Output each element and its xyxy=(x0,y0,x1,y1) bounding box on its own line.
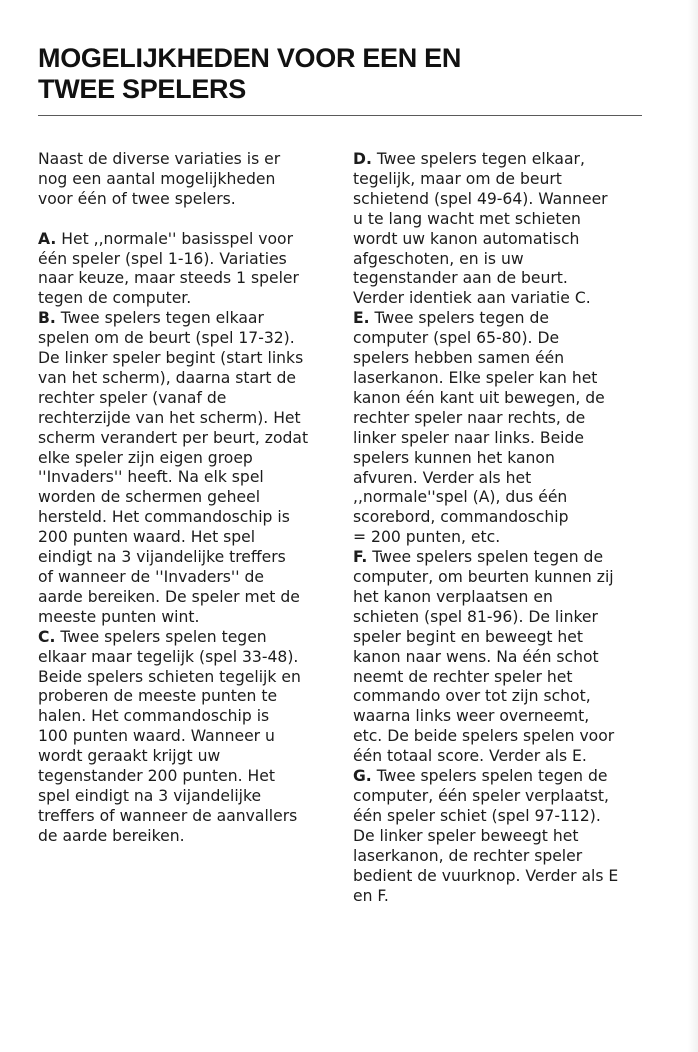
text-line: ,,normale''spel (A), dus één xyxy=(353,488,568,507)
text-line: ''Invaders'' heeft. Na elk spel xyxy=(38,468,264,487)
variation-text: Twee spelers tegen de xyxy=(369,309,549,328)
variation-letter: C. xyxy=(38,627,56,646)
text-line: neemt de rechter speler het xyxy=(353,667,573,686)
text-line: spelers hebben samen één xyxy=(353,349,565,368)
page-title-line-2: TWEE SPELERS xyxy=(38,74,246,104)
text-line: commando over tot zijn schot, xyxy=(353,687,591,706)
text-line: computer (spel 65-80). De xyxy=(353,329,560,348)
text-line: spelers kunnen het kanon xyxy=(353,448,555,467)
text-line: één speler schiet (spel 97-112). xyxy=(353,806,601,825)
left-text-column xyxy=(38,150,338,847)
text-line: 200 punten waard. Het spel xyxy=(38,528,256,547)
right-text-column xyxy=(353,150,649,906)
text-line xyxy=(38,309,338,329)
text-line: meeste punten wint. xyxy=(38,607,200,626)
text-paragraph xyxy=(38,150,338,210)
text-line: naar keuze, maar steeds 1 speler xyxy=(38,269,299,288)
text-paragraph xyxy=(38,309,338,628)
variation-letter: D. xyxy=(353,150,372,168)
text-line xyxy=(353,309,649,329)
text-line: rechter speler (vanaf de xyxy=(38,388,227,407)
variation-text: Twee spelers tegen elkaar xyxy=(55,309,264,328)
text-line: één totaal score. Verder als E. xyxy=(353,747,587,766)
text-line: schieten (spel 81-96). De linker xyxy=(353,607,598,626)
text-line: spelen om de beurt (spel 17-32). xyxy=(38,329,295,348)
text-line: elkaar maar tegelijk (spel 33-48). xyxy=(38,647,299,666)
text-line xyxy=(38,628,338,648)
text-line: elke speler zijn eigen groep xyxy=(38,448,253,467)
text-line: halen. Het commandoschip is xyxy=(38,707,270,726)
text-line: De linker speler begint (start links xyxy=(38,349,304,368)
text-line: wordt uw kanon automatisch xyxy=(353,229,580,248)
text-line xyxy=(38,230,338,250)
text-line: aarde bereiken. De speler met de xyxy=(38,587,300,606)
text-line: tegenstander aan de beurt. xyxy=(353,269,568,288)
text-line: treffers of wanneer de aanvallers xyxy=(38,806,298,825)
variation-letter: E. xyxy=(353,309,370,328)
text-line: computer, één speler verplaatst, xyxy=(353,787,609,805)
text-line: u te lang wacht met schieten xyxy=(353,209,581,228)
paragraph-gap xyxy=(38,210,338,230)
text-line: afgeschoten, en is uw xyxy=(353,249,524,268)
variation-text: Twee spelers spelen tegen de xyxy=(367,548,604,567)
text-line: voor één of twee spelers. xyxy=(38,189,236,208)
text-line: nog een aantal mogelijkheden xyxy=(38,169,276,188)
text-line: eindigt na 3 vijandelijke treffers xyxy=(38,548,286,567)
variation-text: Twee spelers spelen tegen de xyxy=(371,767,608,786)
text-line: afvuren. Verder als het xyxy=(353,468,532,487)
text-paragraph xyxy=(353,309,649,548)
text-line: 100 punten waard. Wanneer u xyxy=(38,727,275,746)
text-paragraph xyxy=(38,230,338,310)
text-line: tegenstander 200 punten. Het xyxy=(38,767,275,786)
variation-text: Twee spelers tegen elkaar, xyxy=(371,150,585,168)
text-line: hersteld. Het commandoschip is xyxy=(38,508,290,527)
page-edge xyxy=(688,0,698,1052)
text-line: één speler (spel 1-16). Variaties xyxy=(38,249,287,268)
title-divider xyxy=(38,115,642,116)
text-line: waarna links weer overneemt, xyxy=(353,707,590,726)
text-line: rechter speler naar rechts, de xyxy=(353,408,586,427)
text-line: spel eindigt na 3 vijandelijke xyxy=(38,786,262,805)
text-line: de aarde bereiken. xyxy=(38,826,185,845)
variation-text: Twee spelers spelen tegen xyxy=(55,627,267,646)
text-paragraph xyxy=(38,628,338,847)
page-title-line-1: MOGELIJKHEDEN VOOR EEN EN xyxy=(38,43,462,73)
text-line xyxy=(353,767,649,787)
variation-letter: B. xyxy=(38,309,56,328)
text-line: proberen de meeste punten te xyxy=(38,687,278,706)
text-line: kanon één kant uit bewegen, de xyxy=(353,388,605,407)
page-title xyxy=(38,43,638,105)
text-line: laserkanon, de rechter speler xyxy=(353,846,583,865)
text-line xyxy=(353,150,649,170)
text-line: het kanon verplaatsen en xyxy=(353,587,553,606)
text-line: bedient de vuurknop. Verder als E xyxy=(353,866,619,885)
text-line xyxy=(353,548,649,568)
text-paragraph xyxy=(353,548,649,767)
text-line: computer, om beurten kunnen zij xyxy=(353,568,614,587)
text-line: van het scherm), daarna start de xyxy=(38,368,296,387)
text-line: kanon naar wens. Na één schot xyxy=(353,647,599,666)
text-line: Beide spelers schieten tegelijk en xyxy=(38,667,301,686)
text-line: scorebord, commandoschip xyxy=(353,508,569,527)
text-line: scherm verandert per beurt, zodat xyxy=(38,428,309,447)
text-line: = 200 punten, etc. xyxy=(353,528,501,547)
text-line: worden de schermen geheel xyxy=(38,488,261,507)
text-line: Verder identiek aan variatie C. xyxy=(353,289,591,308)
variation-letter: A. xyxy=(38,229,57,248)
text-paragraph xyxy=(353,150,649,309)
text-line: laserkanon. Elke speler kan het xyxy=(353,368,598,387)
variation-letter: F. xyxy=(353,548,368,567)
text-line: speler begint en beweegt het xyxy=(353,627,584,646)
text-line: of wanneer de ''Invaders'' de xyxy=(38,568,264,587)
text-line: en F. xyxy=(353,886,389,905)
text-line: Naast de diverse variaties is er xyxy=(38,150,281,168)
text-line: linker speler naar links. Beide xyxy=(353,428,584,447)
text-paragraph xyxy=(353,767,649,906)
text-line: tegelijk, maar om de beurt xyxy=(353,169,562,188)
text-line: etc. De beide spelers spelen voor xyxy=(353,727,615,746)
variation-letter: G. xyxy=(353,767,372,786)
text-line: schietend (spel 49-64). Wanneer xyxy=(353,189,608,208)
text-line: wordt geraakt krijgt uw xyxy=(38,747,221,766)
text-line: rechterzijde van het scherm). Het xyxy=(38,408,301,427)
text-line: De linker speler beweegt het xyxy=(353,826,579,845)
text-line: tegen de computer. xyxy=(38,289,192,308)
variation-text: Het ,,normale'' basisspel voor xyxy=(56,229,293,248)
